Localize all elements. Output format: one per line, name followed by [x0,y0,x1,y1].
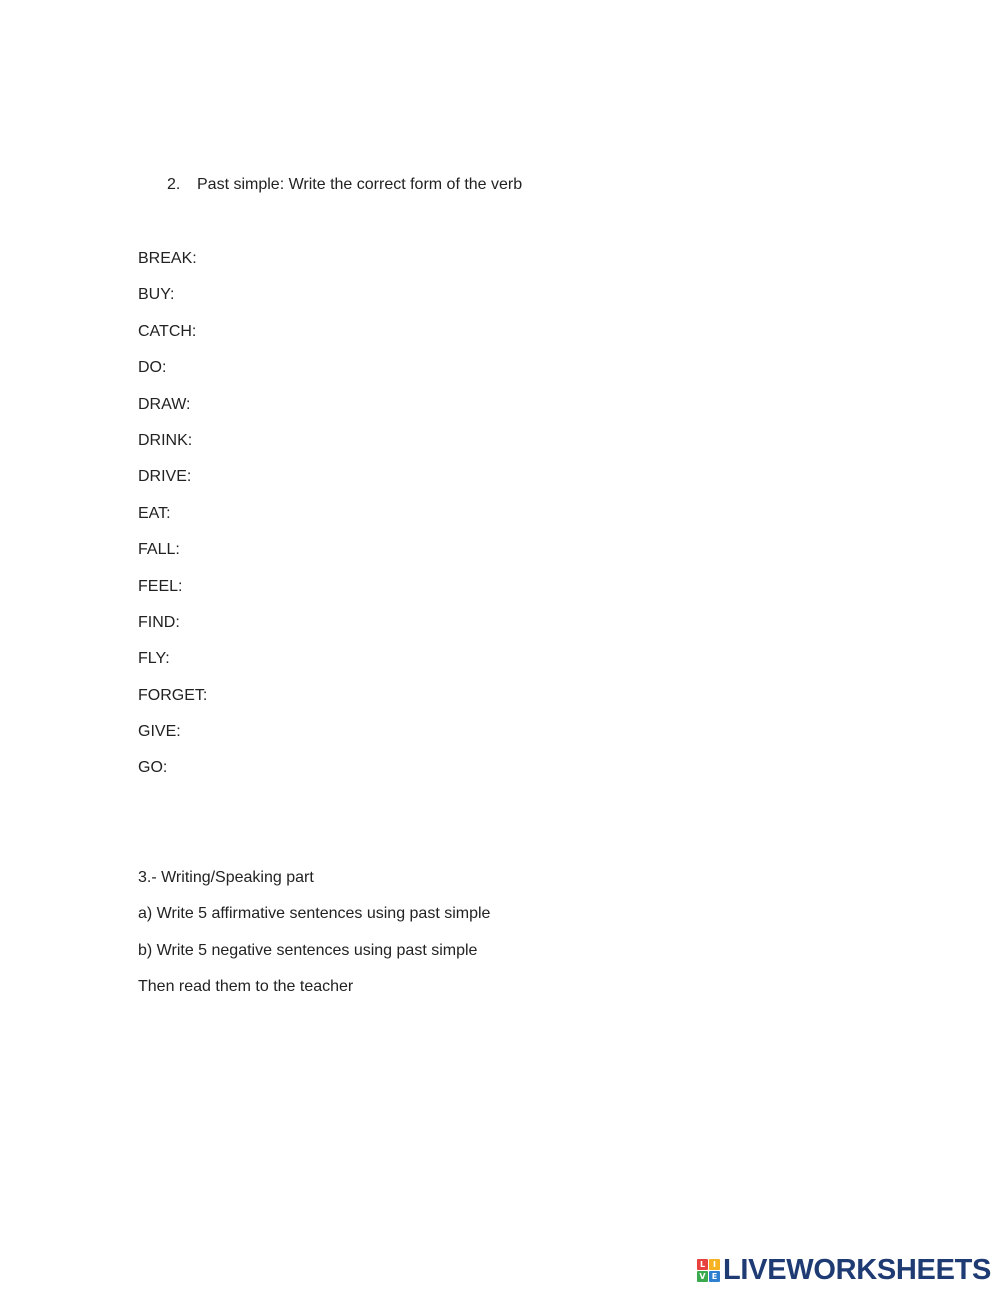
verb-item: EAT: [138,504,171,522]
verb-item: CATCH: [138,322,197,340]
verb-item: FORGET: [138,686,208,704]
verb-item: BREAK: [138,250,197,267]
verb-item: FEEL: [138,577,183,595]
verb-item: BUY: [138,286,175,304]
exercise-3-closing: Then read them to the teacher [138,977,354,995]
verb-item: DRIVE: [138,468,192,486]
logo-text: LIVEWORKSHEETS [723,1254,992,1286]
verb-item: FALL: [138,541,180,559]
verb-list [138,249,207,795]
verb-item: DRAW: [138,395,191,413]
verb-item: GO: [138,759,168,777]
logo-square-e: E [709,1271,720,1282]
verb-item: GIVE: [138,723,181,741]
verb-item: FIND: [138,613,180,631]
liveworksheets-logo [697,1253,991,1287]
exercise-2-heading [167,176,522,194]
logo-square-v: V [697,1271,708,1282]
exercise-2-number: 2. [167,176,181,193]
logo-square-i: I [709,1259,720,1270]
verb-item: DRINK: [138,431,193,449]
logo-squares-icon [697,1259,720,1282]
exercise-3-section [138,868,490,1013]
verb-item: FLY: [138,650,170,668]
exercise-3-title: 3.- Writing/Speaking part [138,869,314,886]
exercise-3-item-a: a) Write 5 affirmative sentences using past simple [138,905,491,923]
logo-square-l: L [697,1259,708,1270]
exercise-2-title: Past simple: Write the correct form of the verb [197,176,523,193]
exercise-3-item-b: b) Write 5 negative sentences using past simple [138,941,478,959]
verb-item: DO: [138,359,167,377]
